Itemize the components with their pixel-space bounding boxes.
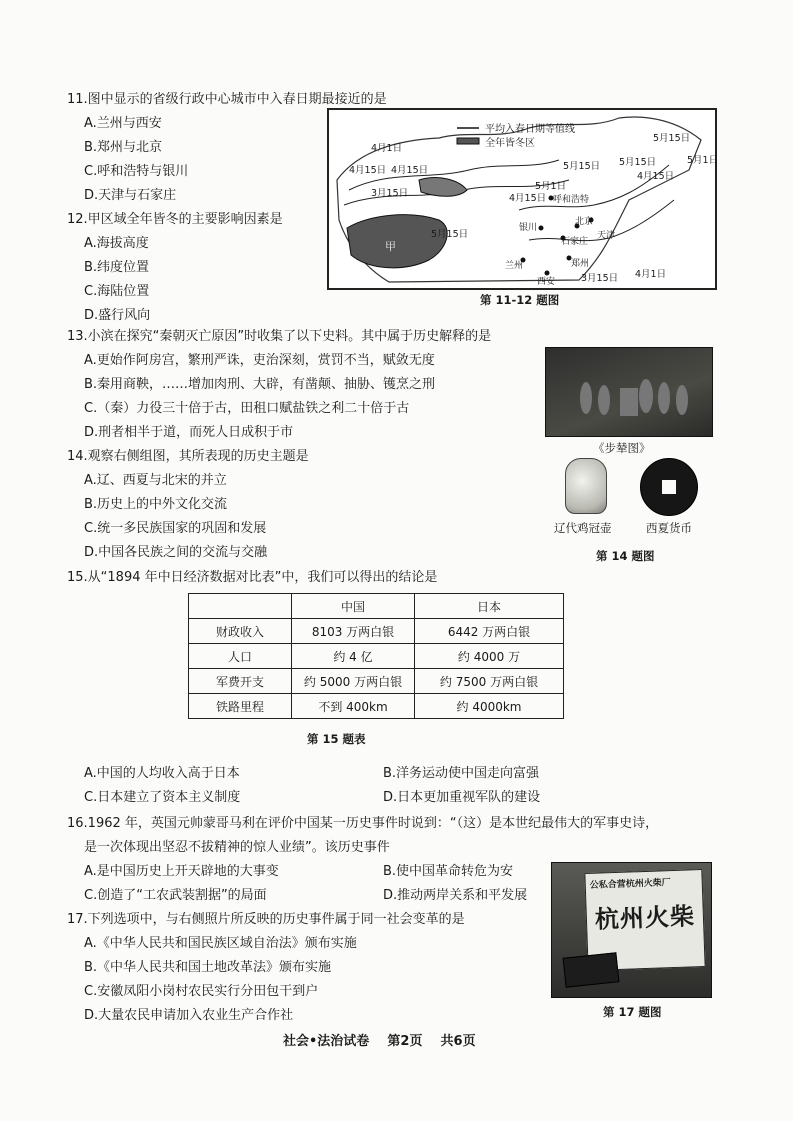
table-row: [189, 694, 564, 719]
q16-option-d[interactable]: D.推动两岸关系和平发展: [383, 888, 528, 903]
q15-stem: 15.从“1894 年中日经济数据对比表”中，我们可以得出的结论是: [67, 570, 438, 585]
table-header-row: [189, 594, 564, 619]
table-row: [189, 669, 564, 694]
map-label: 5月1日: [687, 155, 719, 166]
legend-area-mark: [457, 138, 479, 144]
q14-option-c[interactable]: C.统一多民族国家的巩固和发展: [84, 521, 267, 536]
q13-stem: 13.小滨在探究“秦朝灭亡原因”时收集了以下史料。其中属于历史解释的是: [67, 329, 492, 344]
q12-option-c[interactable]: C.海陆位置: [84, 284, 150, 299]
q13-option-d[interactable]: D.刑者相半于道，而死人日成积于市: [84, 425, 294, 440]
liao-cockscomb-pot: [565, 458, 607, 514]
city-lanzhou: 兰州: [505, 261, 524, 271]
xixia-coin-label: 西夏货币: [646, 521, 692, 535]
city-tianjin: 天津: [597, 231, 616, 241]
q12-option-b[interactable]: B.纬度位置: [84, 260, 150, 275]
table-cell: 6442 万两白银: [415, 619, 564, 644]
table-cell: 约 7500 万两白银: [415, 669, 564, 694]
table-header-cell: 中国: [292, 594, 415, 619]
photo-sign-top: 公私合营杭州火柴厂: [589, 878, 671, 891]
q15-option-d[interactable]: D.日本更加重视军队的建设: [383, 790, 541, 805]
map-label: 4月15日: [509, 193, 547, 204]
q11-option-b[interactable]: B.郑州与北京: [84, 140, 163, 155]
q13-option-b[interactable]: B.秦用商鞅，……增加肉刑、大辟，有凿颠、抽胁、镬烹之刑: [84, 377, 436, 392]
legend-area-label: 全年皆冬区: [485, 138, 535, 149]
liao-pot-label: 辽代鸡冠壶: [554, 521, 612, 535]
city-shijiazhuang: 石家庄: [561, 237, 589, 247]
q11-option-c[interactable]: C.呼和浩特与银川: [84, 164, 189, 179]
map-label: 3月15日: [581, 273, 619, 284]
table-row: [189, 644, 564, 669]
city-beijing: 北京: [575, 217, 594, 227]
table-cell: 铁路里程: [189, 694, 292, 719]
map-label: 4月15日: [391, 165, 429, 176]
region-jia-label: 甲: [385, 240, 396, 253]
q14-option-b[interactable]: B.历史上的中外文化交流: [84, 497, 228, 512]
q17-stem: 17.下列选项中，与右侧照片所反映的历史事件属于同一社会变革的是: [67, 912, 465, 927]
q17-option-b[interactable]: B.《中华人民共和国土地改革法》颁布实施: [84, 960, 332, 975]
map-label: 4月1日: [635, 269, 667, 280]
city-hohhot: 呼和浩特: [553, 195, 590, 205]
q16-option-b[interactable]: B.使中国革命转危为安: [383, 864, 514, 879]
q11-stem: 11.图中显示的省级行政中心城市中入春日期最接近的是: [67, 92, 387, 107]
city-xian: 西安: [537, 277, 556, 287]
q14-stem: 14.观察右侧组图，其所表现的历史主题是: [67, 449, 309, 464]
map-label: 5月15日: [563, 161, 601, 172]
q13-option-a[interactable]: A.更始作阿房宫，繁刑严诛，吏治深刻，赏罚不当，赋敛无度: [84, 353, 435, 368]
xixia-coin: [640, 458, 698, 516]
q16-option-a[interactable]: A.是中国历史上开天辟地的大事变: [84, 864, 279, 879]
table-header-cell: 日本: [415, 594, 564, 619]
map-label: 3月15日: [371, 188, 409, 199]
map-label: 4月15日: [637, 171, 675, 182]
table-cell: 不到 400km: [292, 694, 415, 719]
map-caption: 第 11-12 题图: [480, 293, 560, 307]
legend-line-label: 平均入春日期等值线: [485, 124, 575, 135]
table-cell: 约 4 亿: [292, 644, 415, 669]
map-label: 4月15日: [349, 165, 387, 176]
q12-option-d[interactable]: D.盛行风向: [84, 308, 151, 323]
page-footer: 社会•法治试卷 第2页 共6页: [283, 1034, 476, 1049]
q14-caption: 第 14 题图: [596, 549, 655, 563]
q17-option-d[interactable]: D.大量农民申请加入农业生产合作社: [84, 1008, 294, 1023]
table-cell: 军费开支: [189, 669, 292, 694]
table-header-cell: [189, 594, 292, 619]
q16-stem-line1: 16.1962 年，英国元帅蒙哥马利在评价中国某一历史事件时说到：“（这）是本世纪最伟大的军事史诗，: [67, 816, 659, 831]
q12-option-a[interactable]: A.海拔高度: [84, 236, 149, 251]
q11-option-a[interactable]: A.兰州与西安: [84, 116, 162, 131]
q15-caption: 第 15 题表: [307, 732, 366, 746]
city-zhengzhou: 郑州: [571, 259, 590, 269]
match-box: [563, 952, 620, 987]
map-label: 5月1日: [535, 181, 567, 192]
table-cell: 约 4000km: [415, 694, 564, 719]
q11-option-d[interactable]: D.天津与石家庄: [84, 188, 177, 203]
bunian-title: 《步辇图》: [593, 441, 651, 455]
table-cell: 财政收入: [189, 619, 292, 644]
q17-option-a[interactable]: A.《中华人民共和国民族区域自治法》颁布实施: [84, 936, 357, 951]
map-label: 5月15日: [619, 157, 657, 168]
q16-option-c[interactable]: C.创造了“工农武装割据”的局面: [84, 888, 267, 903]
q17-caption: 第 17 题图: [603, 1005, 662, 1019]
table-cell: 约 4000 万: [415, 644, 564, 669]
region-jia: [347, 215, 447, 268]
q16-stem-line2: 是一次体现出坚忍不拔精神的惊人业绩”。该历史事件: [84, 840, 390, 855]
q17-option-c[interactable]: C.安徽凤阳小岗村农民实行分田包干到户: [84, 984, 319, 999]
q13-option-c[interactable]: C.（秦）力役三十倍于古，田租口赋盐铁之利二十倍于古: [84, 401, 410, 416]
q12-stem: 12.甲区域全年皆冬的主要影响因素是: [67, 212, 283, 227]
map-label: 4月1日: [371, 143, 403, 154]
q14-option-d[interactable]: D.中国各民族之间的交流与交融: [84, 545, 268, 560]
region-small-winter: [419, 178, 467, 197]
q15-option-b[interactable]: B.洋务运动使中国走向富强: [383, 766, 540, 781]
table-row: [189, 619, 564, 644]
q14-option-a[interactable]: A.辽、西夏与北宋的并立: [84, 473, 227, 488]
economic-comparison-table: [188, 593, 564, 719]
match-factory-photo: [551, 862, 712, 998]
spring-date-map: [327, 108, 717, 290]
coin-square-hole: [662, 480, 676, 494]
table-cell: 约 5000 万两白银: [292, 669, 415, 694]
table-cell: 人口: [189, 644, 292, 669]
city-yinchuan: 银川: [519, 223, 538, 233]
q15-option-a[interactable]: A.中国的人均收入高于日本: [84, 766, 240, 781]
bunian-painting: [545, 347, 713, 437]
q15-option-c[interactable]: C.日本建立了资本主义制度: [84, 790, 241, 805]
map-label: 5月15日: [431, 229, 469, 240]
photo-sign-main: 杭州火柴: [594, 902, 696, 934]
map-label: 5月15日: [653, 133, 691, 144]
table-cell: 8103 万两白银: [292, 619, 415, 644]
